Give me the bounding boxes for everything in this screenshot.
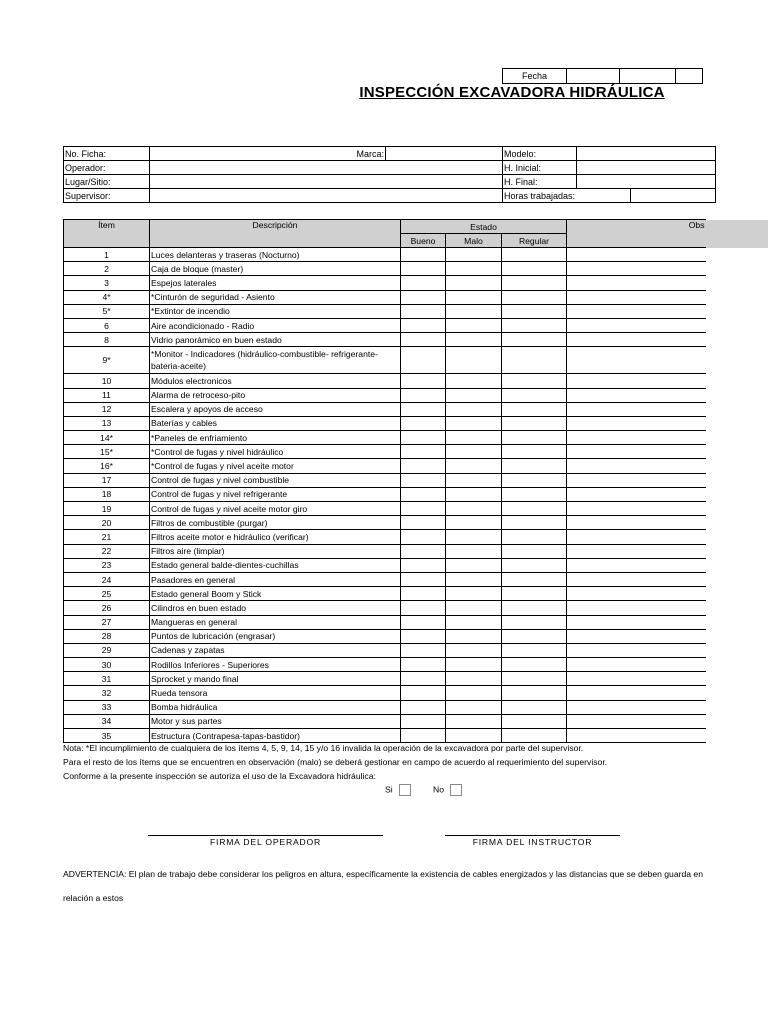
- item-number: 24: [64, 572, 150, 586]
- regular-cell[interactable]: [502, 502, 567, 516]
- item-number: 18: [64, 487, 150, 501]
- item-number: 26: [64, 601, 150, 615]
- obs-cell[interactable]: [567, 487, 706, 501]
- obs-cell[interactable]: [567, 714, 706, 728]
- item-number: 20: [64, 516, 150, 530]
- obs-cell[interactable]: [567, 643, 706, 657]
- regular-cell[interactable]: [502, 402, 567, 416]
- item-number: 2: [64, 262, 150, 276]
- regular-cell[interactable]: [502, 658, 567, 672]
- item-description: Mangueras en general: [150, 615, 401, 629]
- bueno-cell[interactable]: [401, 290, 446, 304]
- item-description: Módulos electronicos: [150, 374, 401, 388]
- obs-cell[interactable]: [567, 502, 706, 516]
- date-month-field[interactable]: [620, 69, 676, 84]
- malo-cell[interactable]: [446, 530, 502, 544]
- modelo-field[interactable]: [576, 147, 716, 161]
- regular-header: Regular: [502, 234, 567, 248]
- date-day-field[interactable]: [567, 69, 620, 84]
- table-row: [64, 516, 706, 530]
- malo-cell[interactable]: [446, 304, 502, 318]
- bueno-cell[interactable]: [401, 714, 446, 728]
- item-description: *Paneles de enfriamiento: [150, 431, 401, 445]
- si-label: Si: [385, 784, 393, 795]
- table-row: [64, 601, 706, 615]
- item-header: Ítem: [64, 220, 150, 248]
- regular-cell[interactable]: [502, 318, 567, 332]
- item-description: Filtros aceite motor e hidráulico (verificar): [150, 530, 401, 544]
- table-row: [64, 304, 706, 318]
- bueno-cell[interactable]: [401, 558, 446, 572]
- instructor-signature-label: FIRMA DEL INSTRUCTOR: [472, 837, 593, 847]
- bueno-cell[interactable]: [401, 502, 446, 516]
- item-description: *Control de fugas y nivel aceite motor: [150, 459, 401, 473]
- description-header: Descripción: [150, 220, 401, 248]
- obs-cell[interactable]: [567, 516, 706, 530]
- item-description: *Monitor - Indicadores (hidráulico-combustible- refrigerante-bateria-aceite): [150, 347, 401, 374]
- obs-cell[interactable]: [567, 318, 706, 332]
- item-description: *Cinturón de seguridad - Asiento: [150, 290, 401, 304]
- item-number: 34: [64, 714, 150, 728]
- regular-cell[interactable]: [502, 445, 567, 459]
- regular-cell[interactable]: [502, 290, 567, 304]
- item-number: 9*: [64, 347, 150, 374]
- regular-cell[interactable]: [502, 530, 567, 544]
- item-description: Filtros aire (limpiar): [150, 544, 401, 558]
- regular-cell[interactable]: [502, 615, 567, 629]
- horas-label: Horas trabajadas:: [504, 190, 576, 201]
- item-number: 22: [64, 544, 150, 558]
- bueno-cell[interactable]: [401, 262, 446, 276]
- item-number: 15*: [64, 445, 150, 459]
- bueno-cell[interactable]: [401, 374, 446, 388]
- regular-cell[interactable]: [502, 516, 567, 530]
- table-row: [64, 643, 706, 657]
- item-description: Bomba hidráulica: [150, 700, 401, 714]
- table-row: [64, 431, 706, 445]
- obs-cell[interactable]: [567, 445, 706, 459]
- malo-cell[interactable]: [446, 516, 502, 530]
- item-number: 6: [64, 318, 150, 332]
- bueno-cell[interactable]: [401, 587, 446, 601]
- malo-cell[interactable]: [446, 502, 502, 516]
- modelo-label: Modelo:: [503, 147, 577, 161]
- obs-cell[interactable]: [567, 374, 706, 388]
- h-inicial-label: H. Inicial:: [503, 161, 577, 175]
- item-number: 33: [64, 700, 150, 714]
- regular-cell[interactable]: [502, 729, 567, 743]
- malo-cell[interactable]: [446, 262, 502, 276]
- table-row: [64, 388, 706, 402]
- malo-cell[interactable]: [446, 248, 502, 262]
- bueno-cell[interactable]: [401, 516, 446, 530]
- table-row: [64, 318, 706, 332]
- item-number: 4*: [64, 290, 150, 304]
- item-description: Vidrio panorámico en buen estado: [150, 333, 401, 347]
- item-description: Aire acondicionado - Radio: [150, 318, 401, 332]
- ficha-label: No. Ficha:: [64, 147, 150, 161]
- bueno-cell[interactable]: [401, 459, 446, 473]
- operator-signature-label: FIRMA DEL OPERADOR: [209, 837, 322, 847]
- bueno-cell[interactable]: [401, 530, 446, 544]
- item-number: 17: [64, 473, 150, 487]
- item-description: Control de fugas y nivel refrigerante: [150, 487, 401, 501]
- bueno-cell[interactable]: [401, 544, 446, 558]
- item-number: 31: [64, 672, 150, 686]
- note-observation: Para el resto de los ítems que se encuentren en observación (malo) se deberá gestionar en campo de acuerdo al requerimiento del supervisor.: [63, 757, 608, 767]
- malo-cell[interactable]: [446, 615, 502, 629]
- no-checkbox[interactable]: [450, 784, 462, 796]
- item-number: 29: [64, 643, 150, 657]
- item-description: Baterías y cables: [150, 416, 401, 430]
- h-final-field[interactable]: [576, 175, 716, 189]
- regular-cell[interactable]: [502, 714, 567, 728]
- item-number: 14*: [64, 431, 150, 445]
- item-number: 3: [64, 276, 150, 290]
- item-description: Motor y sus partes: [150, 714, 401, 728]
- regular-cell[interactable]: [502, 672, 567, 686]
- item-description: Filtros de combustible (purgar): [150, 516, 401, 530]
- bueno-cell[interactable]: [401, 629, 446, 643]
- table-row: [64, 276, 706, 290]
- table-row: [64, 558, 706, 572]
- table-row: [64, 333, 706, 347]
- bueno-cell[interactable]: [401, 658, 446, 672]
- bueno-cell[interactable]: [401, 431, 446, 445]
- malo-cell[interactable]: [446, 290, 502, 304]
- si-checkbox[interactable]: [399, 784, 411, 796]
- bueno-cell[interactable]: [401, 572, 446, 586]
- warning-text: ADVERTENCIA: El plan de trabajo debe considerar los peligros en altura, específicamente la existencia de cables energizados y las distancias que se deben guarda en relación a estos: [63, 869, 703, 903]
- item-description: Alarma de retroceso-pito: [150, 388, 401, 402]
- bueno-cell[interactable]: [401, 700, 446, 714]
- item-description: Cadenas y zapatas: [150, 643, 401, 657]
- malo-cell[interactable]: [446, 459, 502, 473]
- table-row: [64, 714, 706, 728]
- malo-cell[interactable]: [446, 276, 502, 290]
- header-info-table: [63, 146, 716, 203]
- obs-cell[interactable]: [567, 544, 706, 558]
- regular-cell[interactable]: [502, 276, 567, 290]
- regular-cell[interactable]: [502, 700, 567, 714]
- obs-cell[interactable]: [567, 290, 706, 304]
- malo-cell[interactable]: [446, 686, 502, 700]
- table-row: [64, 402, 706, 416]
- regular-cell[interactable]: [502, 347, 567, 374]
- item-number: 27: [64, 615, 150, 629]
- item-number: 1: [64, 248, 150, 262]
- table-row: [64, 615, 706, 629]
- bueno-cell[interactable]: [401, 388, 446, 402]
- malo-cell[interactable]: [446, 629, 502, 643]
- malo-cell[interactable]: [446, 374, 502, 388]
- item-description: Rodillos Inferiores - Superiores: [150, 658, 401, 672]
- bueno-cell[interactable]: [401, 643, 446, 657]
- bueno-cell[interactable]: [401, 672, 446, 686]
- regular-cell[interactable]: [502, 629, 567, 643]
- lugar-label: Lugar/Sitio:: [64, 175, 150, 189]
- obs-cell[interactable]: [567, 347, 706, 374]
- bueno-cell[interactable]: [401, 276, 446, 290]
- table-row: [64, 502, 706, 516]
- bueno-cell[interactable]: [401, 615, 446, 629]
- h-inicial-field[interactable]: [576, 161, 716, 175]
- obs-cell[interactable]: [567, 333, 706, 347]
- item-number: 30: [64, 658, 150, 672]
- bueno-cell[interactable]: [401, 333, 446, 347]
- bueno-cell[interactable]: [401, 318, 446, 332]
- operator-signature-line[interactable]: [148, 835, 383, 847]
- bueno-cell[interactable]: [401, 729, 446, 743]
- table-row: [64, 629, 706, 643]
- obs-header: Obs: [567, 220, 706, 248]
- regular-cell[interactable]: [502, 558, 567, 572]
- table-row: [64, 487, 706, 501]
- regular-cell[interactable]: [502, 572, 567, 586]
- lugar-field[interactable]: [150, 175, 503, 189]
- note-authorization: Conforme a la presente inspección se autoriza el uso de la Excavadora hidráulica:: [63, 771, 376, 781]
- malo-cell[interactable]: [446, 729, 502, 743]
- regular-cell[interactable]: [502, 374, 567, 388]
- date-year-field[interactable]: [676, 69, 703, 84]
- regular-cell[interactable]: [502, 544, 567, 558]
- malo-cell[interactable]: [446, 601, 502, 615]
- page-title: [0, 84, 768, 101]
- malo-header: Malo: [446, 234, 502, 248]
- table-row: [64, 544, 706, 558]
- malo-cell[interactable]: [446, 643, 502, 657]
- item-description: Estado general Boom y Stick: [150, 587, 401, 601]
- regular-cell[interactable]: [502, 304, 567, 318]
- table-row: [64, 290, 706, 304]
- table-row: [64, 445, 706, 459]
- obs-cell[interactable]: [567, 262, 706, 276]
- regular-cell[interactable]: [502, 388, 567, 402]
- instructor-signature-line[interactable]: [445, 835, 620, 847]
- table-row: [64, 530, 706, 544]
- item-description: Cilindros en buen estado: [150, 601, 401, 615]
- item-description: Pasadores en general: [150, 572, 401, 586]
- operador-label: Operador:: [64, 161, 150, 175]
- item-description: Luces delanteras y traseras (Nocturno): [150, 248, 401, 262]
- item-description: Sprocket y mando final: [150, 672, 401, 686]
- item-description: Estado general balde-dientes-cuchillas: [150, 558, 401, 572]
- item-number: 10: [64, 374, 150, 388]
- table-row: [64, 572, 706, 586]
- bueno-cell[interactable]: [401, 248, 446, 262]
- regular-cell[interactable]: [502, 587, 567, 601]
- item-number: 11: [64, 388, 150, 402]
- marca-label: Marca:: [150, 147, 386, 161]
- table-row: [64, 248, 706, 262]
- obs-cell[interactable]: [567, 416, 706, 430]
- item-number: 21: [64, 530, 150, 544]
- obs-cell[interactable]: [567, 459, 706, 473]
- malo-cell[interactable]: [446, 672, 502, 686]
- malo-cell[interactable]: [446, 318, 502, 332]
- regular-cell[interactable]: [502, 487, 567, 501]
- table-row: [64, 374, 706, 388]
- malo-cell[interactable]: [446, 416, 502, 430]
- regular-cell[interactable]: [502, 601, 567, 615]
- malo-cell[interactable]: [446, 388, 502, 402]
- table-row: [64, 700, 706, 714]
- table-row: [64, 729, 706, 743]
- malo-cell[interactable]: [446, 658, 502, 672]
- item-number: 8: [64, 333, 150, 347]
- no-label: No: [433, 784, 444, 795]
- item-description: Puntos de lubricación (engrasar): [150, 629, 401, 643]
- table-row: [64, 416, 706, 430]
- obs-cell[interactable]: [567, 658, 706, 672]
- bueno-cell[interactable]: [401, 601, 446, 615]
- table-row: [64, 473, 706, 487]
- inspection-rows: [64, 248, 706, 743]
- obs-cell[interactable]: [567, 276, 706, 290]
- regular-cell[interactable]: [502, 431, 567, 445]
- regular-cell[interactable]: [502, 416, 567, 430]
- item-number: 32: [64, 686, 150, 700]
- item-description: Control de fugas y nivel aceite motor giro: [150, 502, 401, 516]
- bueno-cell[interactable]: [401, 487, 446, 501]
- obs-cell[interactable]: [567, 530, 706, 544]
- obs-cell[interactable]: [567, 402, 706, 416]
- table-row: [64, 459, 706, 473]
- si-option: [385, 784, 411, 796]
- no-option: [433, 784, 462, 796]
- malo-cell[interactable]: [446, 572, 502, 586]
- supervisor-label: Supervisor:: [64, 189, 150, 203]
- item-number: 28: [64, 629, 150, 643]
- obs-header-overflow: [706, 220, 768, 248]
- item-description: Control de fugas y nivel combustible: [150, 473, 401, 487]
- item-description: *Extintor de incendio: [150, 304, 401, 318]
- item-number: 13: [64, 416, 150, 430]
- item-description: *Control de fugas y nivel hidráulico: [150, 445, 401, 459]
- malo-cell[interactable]: [446, 558, 502, 572]
- bueno-header: Bueno: [401, 234, 446, 248]
- obs-cell[interactable]: [567, 304, 706, 318]
- obs-cell[interactable]: [567, 572, 706, 586]
- regular-cell[interactable]: [502, 686, 567, 700]
- bueno-cell[interactable]: [401, 402, 446, 416]
- regular-cell[interactable]: [502, 248, 567, 262]
- marca-field[interactable]: [386, 147, 503, 161]
- obs-cell[interactable]: [567, 601, 706, 615]
- table-row: [64, 262, 706, 276]
- operador-field[interactable]: [150, 161, 503, 175]
- obs-cell[interactable]: [567, 615, 706, 629]
- item-number: 23: [64, 558, 150, 572]
- item-number: 35: [64, 729, 150, 743]
- obs-cell[interactable]: [567, 686, 706, 700]
- bueno-cell[interactable]: [401, 304, 446, 318]
- obs-cell[interactable]: [567, 431, 706, 445]
- date-box: [502, 68, 703, 84]
- item-description: Estructura (Contrapesa-tapas-bastidor): [150, 729, 401, 743]
- bueno-cell[interactable]: [401, 347, 446, 374]
- regular-cell[interactable]: [502, 333, 567, 347]
- regular-cell[interactable]: [502, 262, 567, 276]
- malo-cell[interactable]: [446, 431, 502, 445]
- item-description: Espejos laterales: [150, 276, 401, 290]
- bueno-cell[interactable]: [401, 686, 446, 700]
- obs-cell[interactable]: [567, 473, 706, 487]
- note-critical-items: Nota: *El incumplimiento de cualquiera de los ítems 4, 5, 9, 14, 15 y/o 16 invalida la operación de la excavadora por parte del supervisor.: [63, 743, 584, 753]
- malo-cell[interactable]: [446, 587, 502, 601]
- regular-cell[interactable]: [502, 473, 567, 487]
- malo-cell[interactable]: [446, 402, 502, 416]
- malo-cell[interactable]: [446, 347, 502, 374]
- item-description: Rueda tensora: [150, 686, 401, 700]
- item-number: 5*: [64, 304, 150, 318]
- table-row: [64, 658, 706, 672]
- malo-cell[interactable]: [446, 473, 502, 487]
- malo-cell[interactable]: [446, 544, 502, 558]
- item-number: 16*: [64, 459, 150, 473]
- malo-cell[interactable]: [446, 487, 502, 501]
- h-final-label: H. Final:: [503, 175, 577, 189]
- item-description: Escalera y apoyos de acceso: [150, 402, 401, 416]
- bueno-cell[interactable]: [401, 445, 446, 459]
- item-number: 19: [64, 502, 150, 516]
- obs-cell[interactable]: [567, 629, 706, 643]
- malo-cell[interactable]: [446, 445, 502, 459]
- regular-cell[interactable]: [502, 643, 567, 657]
- obs-cell[interactable]: [567, 248, 706, 262]
- obs-cell[interactable]: [567, 700, 706, 714]
- bueno-cell[interactable]: [401, 473, 446, 487]
- page-title-text: INSPECCIÓN EXCAVADORA HIDRÁULICA: [359, 84, 665, 101]
- table-row: [64, 672, 706, 686]
- table-row: [64, 347, 706, 374]
- malo-cell[interactable]: [446, 333, 502, 347]
- malo-cell[interactable]: [446, 714, 502, 728]
- regular-cell[interactable]: [502, 459, 567, 473]
- supervisor-field[interactable]: [150, 189, 503, 203]
- item-number: 25: [64, 587, 150, 601]
- malo-cell[interactable]: [446, 700, 502, 714]
- obs-cell[interactable]: [567, 729, 706, 743]
- inspection-table: [63, 219, 706, 743]
- horas-field[interactable]: [576, 189, 631, 203]
- obs-cell[interactable]: [567, 558, 706, 572]
- horas-extra-field[interactable]: [631, 189, 716, 203]
- estado-header: Estado: [401, 220, 567, 234]
- obs-cell[interactable]: [567, 587, 706, 601]
- date-label: Fecha: [503, 69, 567, 84]
- table-row: [64, 686, 706, 700]
- obs-cell[interactable]: [567, 388, 706, 402]
- table-row: [64, 587, 706, 601]
- item-description: Caja de bloque (master): [150, 262, 401, 276]
- bueno-cell[interactable]: [401, 416, 446, 430]
- item-number: 12: [64, 402, 150, 416]
- obs-cell[interactable]: [567, 672, 706, 686]
